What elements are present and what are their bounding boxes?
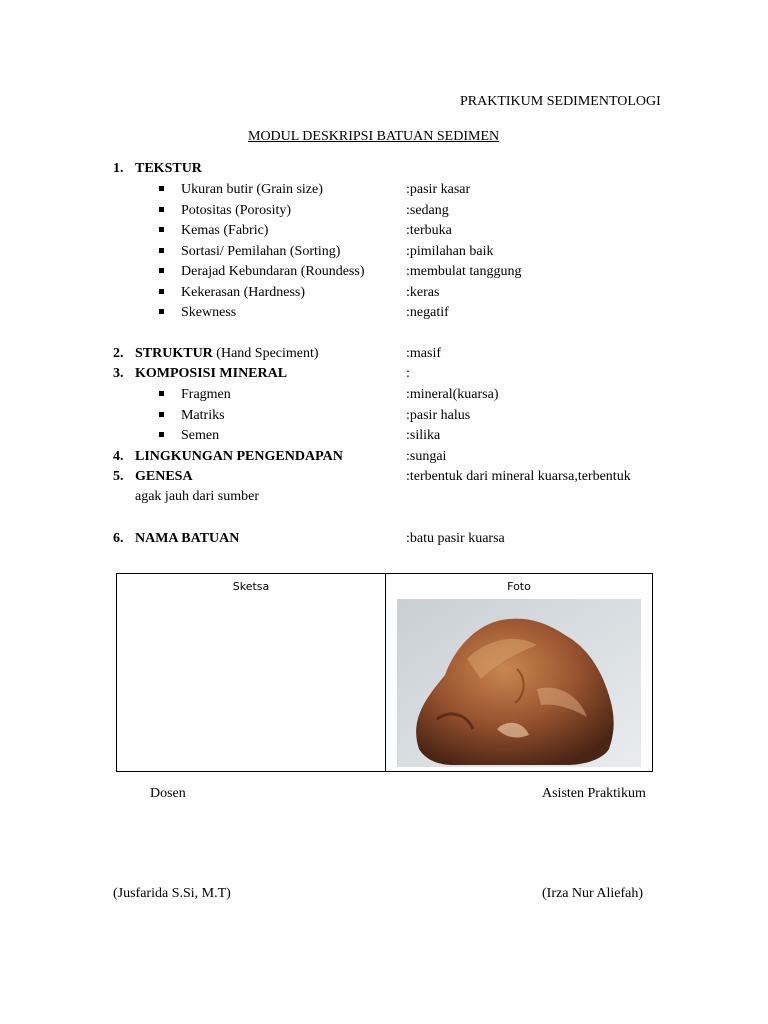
section-title-lingkungan: LINGKUNGAN PENGENDAPAN bbox=[135, 449, 343, 464]
komposisi-value: : bbox=[406, 366, 410, 381]
tekstur-item-label: Ukuran butir (Grain size) bbox=[181, 182, 323, 197]
tekstur-item-value: :keras bbox=[406, 285, 440, 300]
struktur-subtitle: (Hand Speciment) bbox=[212, 346, 319, 361]
tekstur-item-label: Potositas (Porosity) bbox=[181, 203, 292, 218]
tekstur-item-value: :membulat tanggung bbox=[406, 264, 522, 279]
komposisi-item-value: :mineral(kuarsa) bbox=[406, 387, 499, 402]
modul-title: MODUL DESKRIPSI BATUAN SEDIMEN bbox=[248, 129, 500, 144]
bullet-icon bbox=[159, 412, 164, 417]
bullet-icon bbox=[159, 248, 164, 253]
genesa-continuation: agak jauh dari sumber bbox=[135, 489, 260, 504]
tekstur-item-label: Kekerasan (Hardness) bbox=[181, 285, 305, 300]
praktikum-title: PRAKTIKUM SEDIMENTOLOGI bbox=[460, 94, 661, 109]
tekstur-item-label: Skewness bbox=[181, 305, 237, 320]
asisten-name: (Irza Nur Aliefah) bbox=[542, 886, 644, 901]
bullet-icon bbox=[159, 227, 164, 232]
dosen-name: (Jusfarida S.Si, M.T) bbox=[113, 886, 231, 901]
genesa-value: :terbentuk dari mineral kuarsa,terbentuk bbox=[406, 469, 631, 484]
section-title-genesa: GENESA bbox=[135, 469, 193, 484]
bullet-icon bbox=[159, 289, 164, 294]
bullet-icon bbox=[159, 391, 164, 396]
struktur-title: STRUKTUR bbox=[135, 346, 213, 361]
section-title-nama-batuan: NAMA BATUAN bbox=[135, 531, 240, 546]
tekstur-item-value: :pimilahan baik bbox=[406, 244, 494, 259]
bullet-icon bbox=[159, 186, 164, 191]
tekstur-item-label: Kemas (Fabric) bbox=[181, 223, 269, 238]
table-divider bbox=[385, 574, 386, 771]
tekstur-item-value: :sedang bbox=[406, 203, 449, 218]
rock-photo bbox=[397, 599, 641, 767]
section-number-4: 4. bbox=[113, 449, 124, 464]
section-number-6: 6. bbox=[113, 531, 124, 546]
komposisi-item-label: Matriks bbox=[181, 408, 225, 423]
bullet-icon bbox=[159, 432, 164, 437]
komposisi-item-label: Fragmen bbox=[181, 387, 231, 402]
section-title-struktur bbox=[135, 345, 319, 363]
bullet-icon bbox=[159, 268, 164, 273]
dosen-label: Dosen bbox=[150, 786, 186, 801]
foto-header: Foto bbox=[507, 580, 531, 593]
komposisi-item-value: :pasir halus bbox=[406, 408, 471, 423]
nama-batuan-value: :batu pasir kuarsa bbox=[406, 531, 505, 546]
section-number-2: 2. bbox=[113, 346, 124, 361]
komposisi-item-label: Semen bbox=[181, 428, 220, 443]
section-number-3: 3. bbox=[113, 366, 124, 381]
tekstur-item-value: :negatif bbox=[406, 305, 449, 320]
tekstur-item-value: :pasir kasar bbox=[406, 182, 471, 197]
section-title-komposisi: KOMPOSISI MINERAL bbox=[135, 366, 288, 381]
section-title-tekstur: TEKSTUR bbox=[135, 161, 202, 176]
section-number-1: 1. bbox=[113, 161, 124, 176]
lingkungan-value: :sungai bbox=[406, 449, 447, 464]
bullet-icon bbox=[159, 309, 164, 314]
struktur-value: :masif bbox=[406, 346, 441, 361]
tekstur-item-label: Derajad Kebundaran (Roundess) bbox=[181, 264, 365, 279]
bullet-icon bbox=[159, 207, 164, 212]
section-number-5: 5. bbox=[113, 469, 124, 484]
tekstur-item-label: Sortasi/ Pemilahan (Sorting) bbox=[181, 244, 341, 259]
komposisi-item-value: :silika bbox=[406, 428, 441, 443]
asisten-label: Asisten Praktikum bbox=[542, 786, 646, 801]
sketsa-header: Sketsa bbox=[232, 580, 270, 593]
tekstur-item-value: :terbuka bbox=[406, 223, 452, 238]
